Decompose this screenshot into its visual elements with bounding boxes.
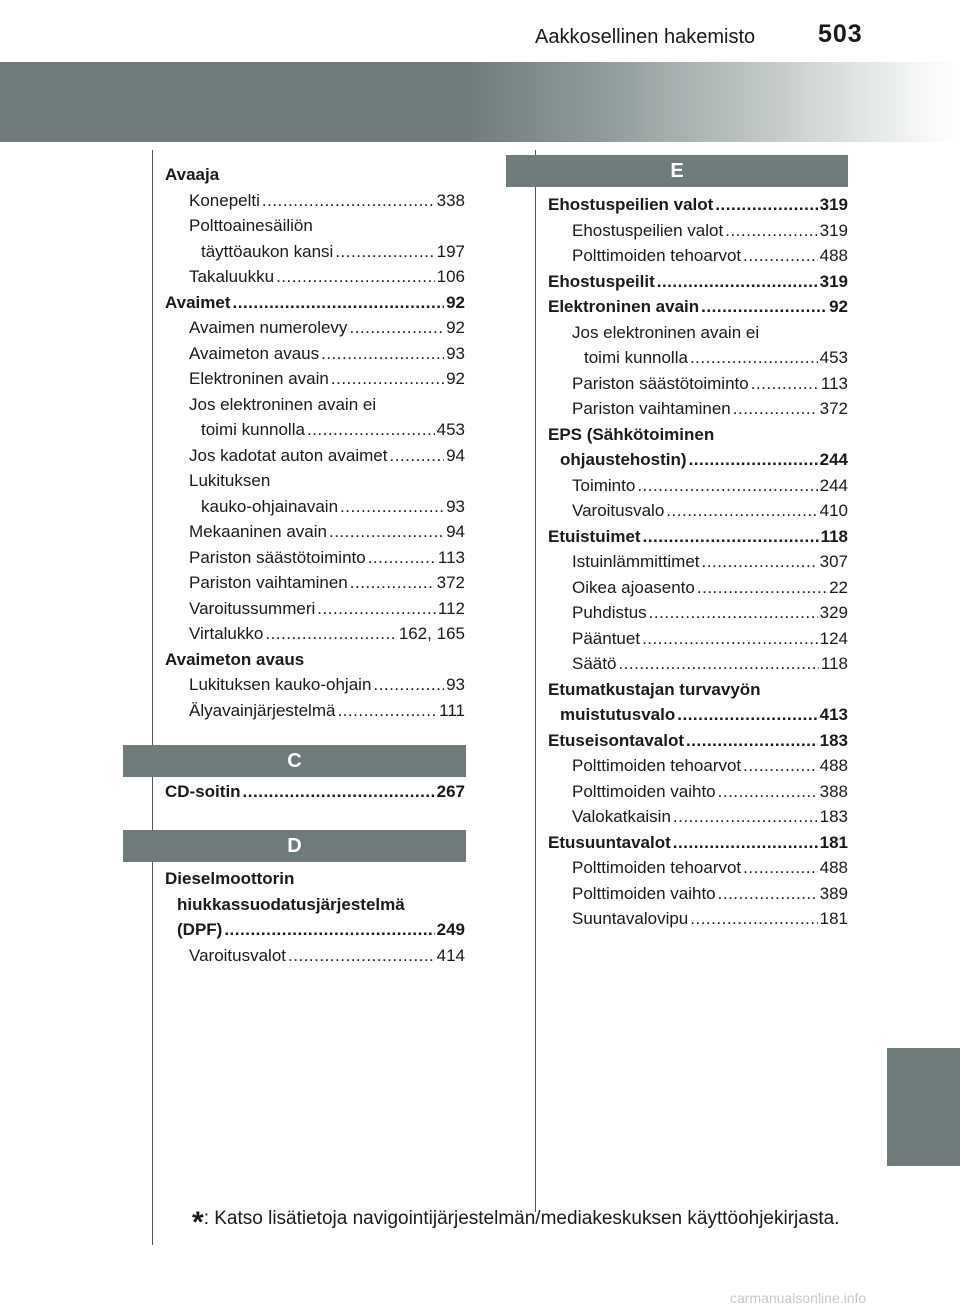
index-entry-text: Lukituksen <box>189 471 271 490</box>
index-entry-text: Avaimet <box>165 292 231 312</box>
index-entry-page: 93 <box>446 343 465 363</box>
index-entry <box>165 290 465 316</box>
dot-leader <box>350 570 435 596</box>
dot-leader <box>368 545 436 571</box>
dot-leader <box>224 917 434 943</box>
index-entry <box>548 881 848 907</box>
index-entry-text: (DPF) <box>177 920 223 939</box>
dot-leader <box>389 443 444 469</box>
dot-leader <box>642 626 818 652</box>
index-entry <box>548 269 848 295</box>
index-entry-text: Polttimoiden tehoarvot <box>572 246 742 265</box>
dot-leader <box>697 575 827 601</box>
dot-leader <box>702 549 818 575</box>
index-entry-text: Puhdistus <box>572 603 647 622</box>
index-entry-text: Pariston säästötoiminto <box>189 547 366 567</box>
index-entry-text: Oikea ajoasento <box>572 577 695 597</box>
index-entry-page: 413 <box>819 705 848 724</box>
index-entry-page: 124 <box>819 628 848 648</box>
index-entry-text: Avaimeton avaus <box>165 649 305 669</box>
index-entry-text: Lukituksen kauko-ohjain <box>189 675 372 694</box>
index-entry-text: Varoitussummeri <box>189 598 316 618</box>
index-entry-page: 329 <box>819 603 848 622</box>
index-entry-page: 183 <box>819 730 848 750</box>
dot-leader <box>751 371 819 397</box>
index-entry <box>548 422 848 448</box>
index-entry-page: 92 <box>829 297 848 316</box>
index-entry-text: Pariston säästötoiminto <box>572 373 749 393</box>
index-entry-page: 94 <box>446 522 465 541</box>
index-entry-text: Polttimoiden vaihto <box>572 781 716 801</box>
footnote-marker: * <box>192 1206 204 1239</box>
index-column-left <box>165 162 465 723</box>
index-entry <box>548 396 848 422</box>
index-entry-text: Jos kadotat auton avaimet <box>189 445 388 465</box>
index-entry-page: 118 <box>820 526 848 546</box>
index-entry <box>165 892 465 918</box>
page-header-title: Aakkosellinen hakemisto <box>535 26 756 48</box>
index-entry-text: ohjaustehostin) <box>560 450 687 469</box>
chapter-side-tab <box>887 1048 960 1166</box>
dot-leader <box>686 728 818 754</box>
dot-leader <box>288 943 435 969</box>
index-entry <box>165 366 465 392</box>
index-entry-text: Elektroninen avain <box>548 297 700 316</box>
index-entry <box>548 600 848 626</box>
dot-leader <box>649 600 818 626</box>
index-entry <box>165 698 465 724</box>
index-entry <box>165 647 465 673</box>
index-entry-text: Konepelti <box>189 190 260 210</box>
footnote-text: : Katso lisätietoja navigointijärjestelmän/mediakeskuksen käyttöohjekirjasta. <box>203 1208 840 1229</box>
index-entry-page: 22 <box>829 577 848 597</box>
index-entry <box>165 672 465 698</box>
footnote <box>192 1206 839 1240</box>
index-entry-text: Pariston vaihtaminen <box>189 573 348 592</box>
dot-leader <box>337 698 437 724</box>
index-entry <box>548 855 848 881</box>
index-entry-page: 453 <box>436 420 465 439</box>
dot-leader <box>317 596 436 622</box>
dot-leader <box>718 779 818 805</box>
dot-leader <box>276 264 435 290</box>
index-entry <box>548 498 848 524</box>
index-entry <box>165 779 465 805</box>
index-entry-page: 319 <box>819 220 848 240</box>
index-entry-text: Takaluukku <box>189 267 275 286</box>
dot-leader <box>637 473 817 499</box>
index-entry-page: 372 <box>819 399 848 418</box>
index-entry-text: hiukkassuodatusjärjestelmä <box>177 894 405 914</box>
index-entry-page: 244 <box>819 450 848 469</box>
dot-leader <box>657 269 818 295</box>
index-entry-text: Ehostuspeilien valot <box>572 220 724 240</box>
index-entry-page: 113 <box>820 373 848 393</box>
dot-leader <box>725 218 817 244</box>
index-section-c <box>165 779 465 805</box>
dot-leader <box>677 702 817 728</box>
header-band <box>0 62 960 142</box>
index-entry-text: Suuntavalovipu <box>572 909 689 928</box>
index-entry <box>548 906 848 932</box>
index-entry-page: 372 <box>436 573 465 592</box>
dot-leader <box>618 651 818 677</box>
dot-leader <box>743 753 817 779</box>
index-entry <box>165 443 465 469</box>
index-entry-text: Polttimoiden tehoarvot <box>572 858 742 877</box>
index-entry <box>548 549 848 575</box>
index-entry <box>548 702 848 728</box>
index-entry-text: Avaaja <box>165 165 220 184</box>
index-entry-text: Pariston vaihtaminen <box>572 399 731 418</box>
index-entry <box>548 779 848 805</box>
index-entry-text: Etumatkustajan turvavyön <box>548 679 761 699</box>
dot-leader <box>690 345 818 371</box>
index-entry-page: 453 <box>819 348 848 367</box>
index-entry <box>165 341 465 367</box>
index-entry-text: Pääntuet <box>572 628 641 648</box>
index-entry <box>548 473 848 499</box>
index-entry-page: 244 <box>819 475 848 495</box>
index-entry-page: 92 <box>446 318 465 337</box>
index-entry-text: Ehostuspeilit <box>548 271 655 291</box>
index-entry <box>548 651 848 677</box>
dot-leader <box>673 830 818 856</box>
index-entry-page: 488 <box>819 246 848 265</box>
index-entry <box>165 917 465 943</box>
index-entry <box>548 192 848 218</box>
index-entry <box>165 621 465 647</box>
dot-leader <box>349 315 444 341</box>
index-entry-page: 92 <box>446 292 465 312</box>
index-entry-text: Säätö <box>572 654 617 673</box>
dot-leader <box>243 779 435 805</box>
dot-leader <box>643 524 819 550</box>
index-entry-text: Avaimeton avaus <box>189 343 320 363</box>
index-entry-text: kauko-ohjainavain <box>201 496 339 516</box>
dot-leader <box>673 804 818 830</box>
index-entry-text: Polttimoiden tehoarvot <box>572 756 742 775</box>
index-entry <box>548 345 848 371</box>
dot-leader <box>718 881 818 907</box>
index-entry <box>548 626 848 652</box>
index-entry <box>165 264 465 290</box>
index-entry <box>548 371 848 397</box>
index-entry <box>165 943 465 969</box>
index-entry-page: 92 <box>446 369 465 388</box>
index-entry <box>165 392 465 418</box>
index-entry-page: 112 <box>437 598 465 618</box>
index-entry-page: 113 <box>437 547 465 567</box>
index-entry-text: Jos elektroninen avain ei <box>572 322 760 342</box>
dot-leader <box>262 188 435 214</box>
index-entry-text: Elektroninen avain <box>189 369 329 388</box>
index-entry <box>165 494 465 520</box>
index-entry <box>548 804 848 830</box>
index-entry-text: Ehostuspeilien valot <box>548 195 714 214</box>
index-entry-page: 118 <box>820 654 848 673</box>
section-header-d: D <box>123 830 466 862</box>
dot-leader <box>373 672 444 698</box>
index-section-e <box>548 192 848 932</box>
index-entry-text: Toiminto <box>572 475 636 495</box>
index-entry-text: Varoitusvalo <box>572 501 665 520</box>
index-entry-text: täyttöaukon kansi <box>201 241 334 261</box>
index-entry <box>165 866 465 892</box>
dot-leader <box>690 906 817 932</box>
index-entry-text: EPS (Sähkötoiminen <box>548 424 715 444</box>
index-entry-page: 94 <box>446 445 465 465</box>
dot-leader <box>743 243 817 269</box>
index-entry <box>548 728 848 754</box>
index-entry-page: 197 <box>436 241 465 261</box>
page-number: 503 <box>818 20 863 48</box>
dot-leader <box>265 621 396 647</box>
index-entry-text: Mekaaninen avain <box>189 522 327 541</box>
section-header-e: E <box>506 155 848 187</box>
index-entry-page: 389 <box>819 883 848 903</box>
dot-leader <box>335 239 434 265</box>
index-entry-text: Varoitusvalot <box>189 945 287 965</box>
index-entry <box>165 596 465 622</box>
dot-leader <box>340 494 444 520</box>
index-entry <box>548 447 848 473</box>
index-entry-page: 111 <box>439 700 465 720</box>
index-entry-page: 249 <box>436 920 465 939</box>
index-entry-text: Polttoainesäiliön <box>189 216 313 235</box>
index-entry <box>548 218 848 244</box>
index-entry-text: Polttimoiden vaihto <box>572 883 716 903</box>
dot-leader <box>233 290 445 316</box>
index-entry <box>548 320 848 346</box>
dot-leader <box>329 519 444 545</box>
index-entry-text: muistutusvalo <box>560 705 676 724</box>
index-entry-text: Istuinlämmittimet <box>572 552 700 571</box>
index-entry-page: 319 <box>819 195 848 214</box>
index-entry-text: Dieselmoottorin <box>165 869 295 888</box>
index-entry-page: 488 <box>819 858 848 877</box>
index-entry-page: 319 <box>819 271 848 291</box>
index-entry <box>165 162 465 188</box>
index-entry-text: Älyavainjärjestelmä <box>189 700 336 720</box>
index-entry-text: Jos elektroninen avain ei <box>189 394 377 414</box>
index-entry <box>165 213 465 239</box>
index-entry-page: 488 <box>819 756 848 775</box>
index-entry <box>165 315 465 341</box>
index-entry-page: 181 <box>819 832 848 852</box>
column-rule-left <box>152 150 153 1245</box>
index-entry-text: toimi kunnolla <box>584 348 688 367</box>
dot-leader <box>701 294 827 320</box>
section-header-c: C <box>123 745 466 777</box>
index-entry-text: Valokatkaisin <box>572 807 671 826</box>
index-entry-page: 93 <box>446 496 465 516</box>
index-entry-text: CD-soitin <box>165 782 241 801</box>
index-entry <box>165 188 465 214</box>
index-entry-page: 388 <box>819 781 848 801</box>
index-entry-page: 307 <box>819 552 848 571</box>
index-entry <box>548 830 848 856</box>
index-entry <box>548 753 848 779</box>
index-entry-page: 181 <box>819 909 848 928</box>
index-entry <box>548 243 848 269</box>
index-entry <box>165 239 465 265</box>
dot-leader <box>666 498 817 524</box>
index-entry-page: 93 <box>446 675 465 694</box>
index-entry <box>165 545 465 571</box>
index-entry-page: 338 <box>436 190 465 210</box>
index-entry-page: 410 <box>819 501 848 520</box>
index-entry-page: 106 <box>436 267 465 286</box>
index-entry <box>165 417 465 443</box>
dot-leader <box>715 192 817 218</box>
index-entry-page: 267 <box>436 782 465 801</box>
index-entry-text: Avaimen numerolevy <box>189 318 348 337</box>
index-entry-text: Etuistuimet <box>548 526 641 546</box>
index-entry <box>548 294 848 320</box>
index-entry <box>548 677 848 703</box>
watermark-text: carmanualsonline.info <box>730 1290 867 1306</box>
index-entry-text: Virtalukko <box>189 624 264 643</box>
dot-leader <box>689 447 818 473</box>
index-entry <box>165 519 465 545</box>
index-section-d <box>165 866 465 968</box>
index-entry-text: toimi kunnolla <box>201 420 305 439</box>
index-entry-page: 414 <box>436 945 465 965</box>
index-entry <box>165 570 465 596</box>
index-entry-text: Etuseisontavalot <box>548 730 685 750</box>
index-entry-text: Etusuuntavalot <box>548 832 671 852</box>
index-entry-page: 183 <box>819 807 848 826</box>
dot-leader <box>307 417 435 443</box>
dot-leader <box>733 396 818 422</box>
index-entry-page: 162, 165 <box>398 624 465 643</box>
dot-leader <box>321 341 444 367</box>
dot-leader <box>331 366 444 392</box>
index-entry <box>165 468 465 494</box>
index-entry <box>548 524 848 550</box>
column-rule-middle <box>535 150 536 1212</box>
dot-leader <box>743 855 817 881</box>
index-entry <box>548 575 848 601</box>
